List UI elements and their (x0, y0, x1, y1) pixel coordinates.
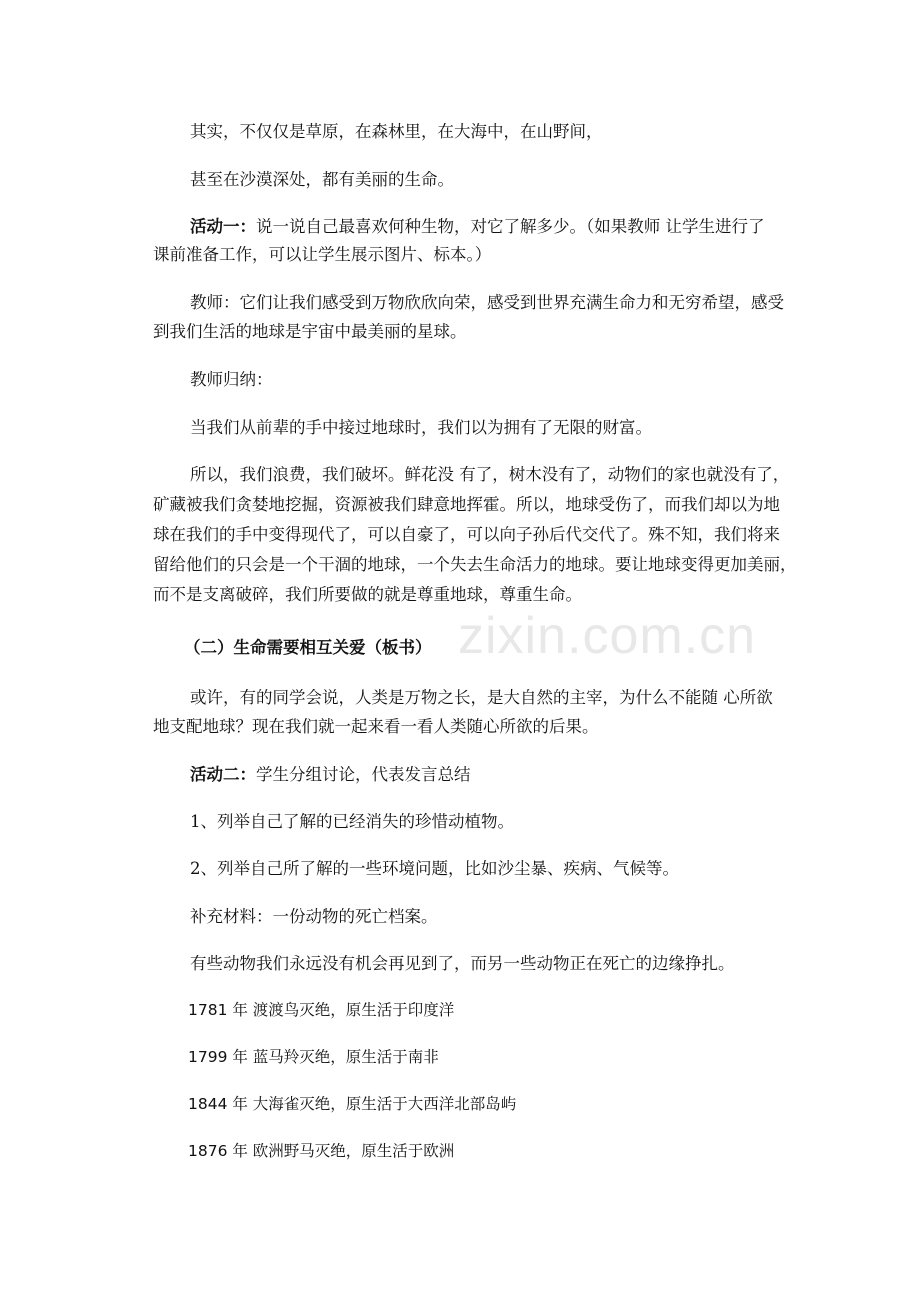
teacher-line: 教师：它们让我们感受到万物欣欣向荣，感受到世界充满生命力和无穷希望，感受 (190, 293, 784, 312)
paragraph-line: 球在我们的手中变得现代了，可以自豪了，可以向子孙后代交代了。殊不知，我们将来 (153, 525, 780, 544)
paragraph-line: 当我们从前辈的手中接过地球时，我们以为拥有了无限的财富。 (190, 418, 652, 437)
paragraph-line: 其实，不仅仅是草原，在森林里，在大海中，在山野间， (190, 122, 603, 141)
paragraph-line: 留给他们的只会是一个干涸的地球，一个失去生命活力的地球。要让地球变得更加美丽， (153, 555, 797, 574)
paragraph-line: 或许，有的同学会说，人类是万物之长，是大自然的主宰，为什么不能随 心所欲 (190, 688, 773, 707)
list-item: 1、列举自己了解的已经消失的珍惜动植物。 (190, 812, 514, 831)
paragraph-line: 有些动物我们永远没有机会再见到了，而另一些动物正在死亡的边缘挣扎。 (190, 954, 735, 973)
watermark: zixin.com.cn (458, 607, 757, 665)
activity-one-label: 活动一： (190, 217, 256, 236)
paragraph-line: 矿藏被我们贪婪地挖掘，资源被我们肆意地挥霍。所以，地球受伤了，而我们却以为地 (153, 495, 780, 514)
paragraph-line: 而不是支离破碎，我们所要做的就是尊重地球，尊重生命。 (153, 585, 582, 604)
summary-label: 教师归纳： (190, 370, 273, 389)
paragraph-line: 到我们生活的地球是宇宙中最美丽的星球。 (153, 322, 467, 341)
extinction-record: 1781 年 渡渡鸟灭绝，原生活于印度洋 (188, 1001, 455, 1019)
section-heading: （二）生命需要相互关爱（板书） (184, 638, 432, 657)
activity-two-text: 学生分组讨论，代表发言总结 (256, 765, 471, 784)
paragraph-line: 甚至在沙漠深处，都有美丽的生命。 (190, 170, 454, 189)
paragraph-line: 地支配地球？现在我们就一起来看一看人类随心所欲的后果。 (153, 717, 599, 736)
activity-two-label: 活动二： (190, 765, 256, 784)
extinction-record: 1844 年 大海雀灭绝，原生活于大西洋北部岛屿 (188, 1095, 517, 1113)
supplement-label: 补充材料：一份动物的死亡档案。 (190, 907, 438, 926)
paragraph-line: 所以，我们浪费，我们破坏。鲜花没 有了，树木没有了，动物们的家也就没有了， (190, 465, 790, 484)
paragraph-line: 课前准备工作，可以让学生展示图片、标本。） (153, 245, 492, 264)
extinction-record: 1876 年 欧洲野马灭绝，原生活于欧洲 (188, 1142, 455, 1160)
extinction-record: 1799 年 蓝马羚灭绝，原生活于南非 (188, 1048, 439, 1066)
activity-one-line (190, 215, 765, 239)
activity-two-line (190, 763, 471, 787)
activity-one-text: 说一说自己最喜欢何种生物，对它了解多少。（如果教师 让学生进行了 (256, 217, 765, 236)
list-item: 2、列举自己所了解的一些环境问题，比如沙尘暴、疾病、气候等。 (190, 859, 679, 878)
